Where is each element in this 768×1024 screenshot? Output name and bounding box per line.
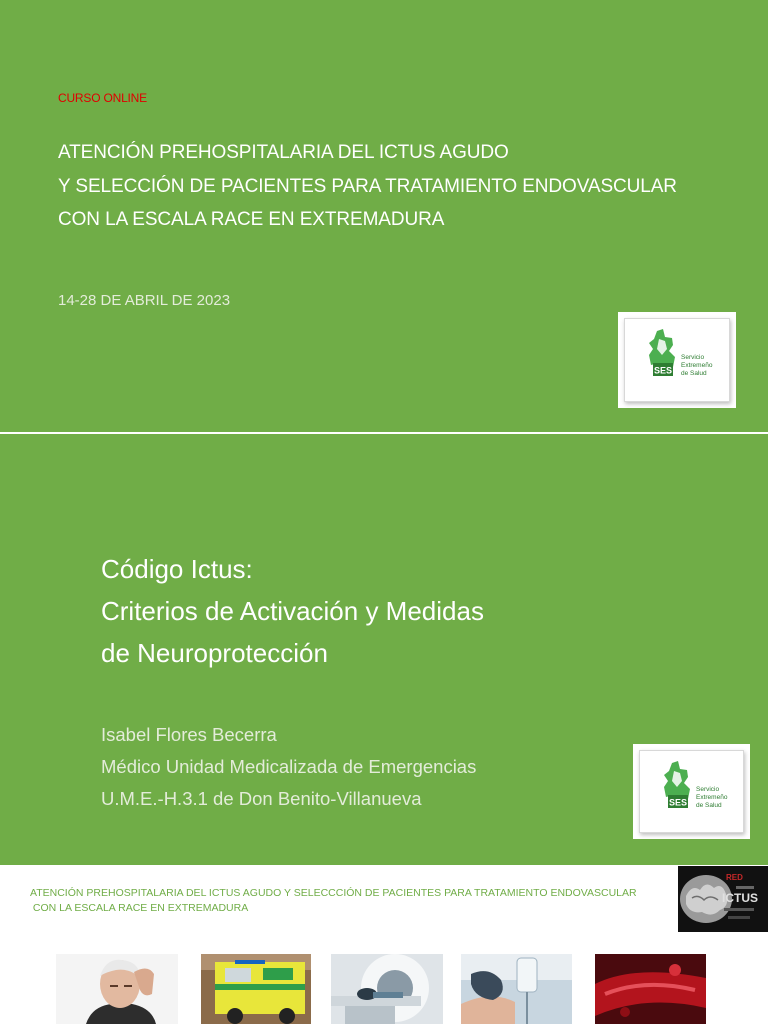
ses-logo <box>633 744 750 839</box>
ses-logo-line: Extremeño <box>681 362 713 369</box>
course-tag: CURSO ONLINE <box>58 91 147 105</box>
talk-title <box>101 548 484 674</box>
course-header-line: ATENCIÓN PREHOSPITALARIA DEL ICTUS AGUDO Y SELECCCIÓN DE PACIENTES PARA TRATAMIENTO ENDOVASCULAR <box>30 887 637 899</box>
speaker-unit: U.M.E.-H.3.1 de Don Benito-Villanueva <box>101 788 422 809</box>
speaker-info <box>101 719 476 815</box>
course-title-line: CON LA ESCALA RACE EN EXTREMADURA <box>58 209 445 230</box>
photo-iv-drip <box>461 954 572 1024</box>
ses-abbr: SES <box>653 365 673 376</box>
ses-logo-line: de Salud <box>696 802 722 809</box>
slide-course-cover <box>0 0 768 432</box>
thumb-word: ICTUS <box>722 891 758 905</box>
ses-logo-line: de Salud <box>681 370 707 377</box>
red-ictus-image <box>678 866 768 932</box>
course-header-text <box>30 886 650 916</box>
photo-headache-patient <box>56 954 178 1024</box>
slide-talk-title <box>0 434 768 865</box>
ses-logo-line: Servicio <box>681 354 705 361</box>
thumb-word: RED <box>726 873 743 882</box>
course-title-line: Y SELECCIÓN DE PACIENTES PARA TRATAMIENTO ENDOVASCULAR <box>58 175 677 197</box>
extremadura-map-icon <box>645 329 685 385</box>
course-dates: 14-28 DE ABRIL DE 2023 <box>58 292 231 309</box>
ses-logo-text <box>696 786 746 810</box>
ses-logo-line: Servicio <box>696 786 720 793</box>
ses-logo <box>618 312 736 408</box>
talk-title-line: Criterios de Activación y Medidas <box>101 596 484 626</box>
photo-ct-scanner <box>331 954 443 1024</box>
ses-logo-line: Extremeño <box>696 794 728 801</box>
photo-blood-vessel <box>595 954 706 1024</box>
extremadura-map-icon <box>660 761 700 817</box>
talk-title-line: de Neuroprotección <box>101 638 328 668</box>
speaker-name: Isabel Flores Becerra <box>101 724 277 745</box>
course-title-line: ATENCIÓN PREHOSPITALARIA DEL ICTUS AGUDO <box>58 142 509 163</box>
talk-title-line: Código Ictus: <box>101 554 253 584</box>
speaker-role: Médico Unidad Medicalizada de Emergencias <box>101 756 477 777</box>
course-title <box>58 136 677 237</box>
photo-ambulance <box>201 954 311 1024</box>
course-header-line: CON LA ESCALA RACE EN EXTREMADURA <box>30 902 249 914</box>
ses-logo-text <box>681 354 731 378</box>
ses-abbr: SES <box>668 797 688 808</box>
